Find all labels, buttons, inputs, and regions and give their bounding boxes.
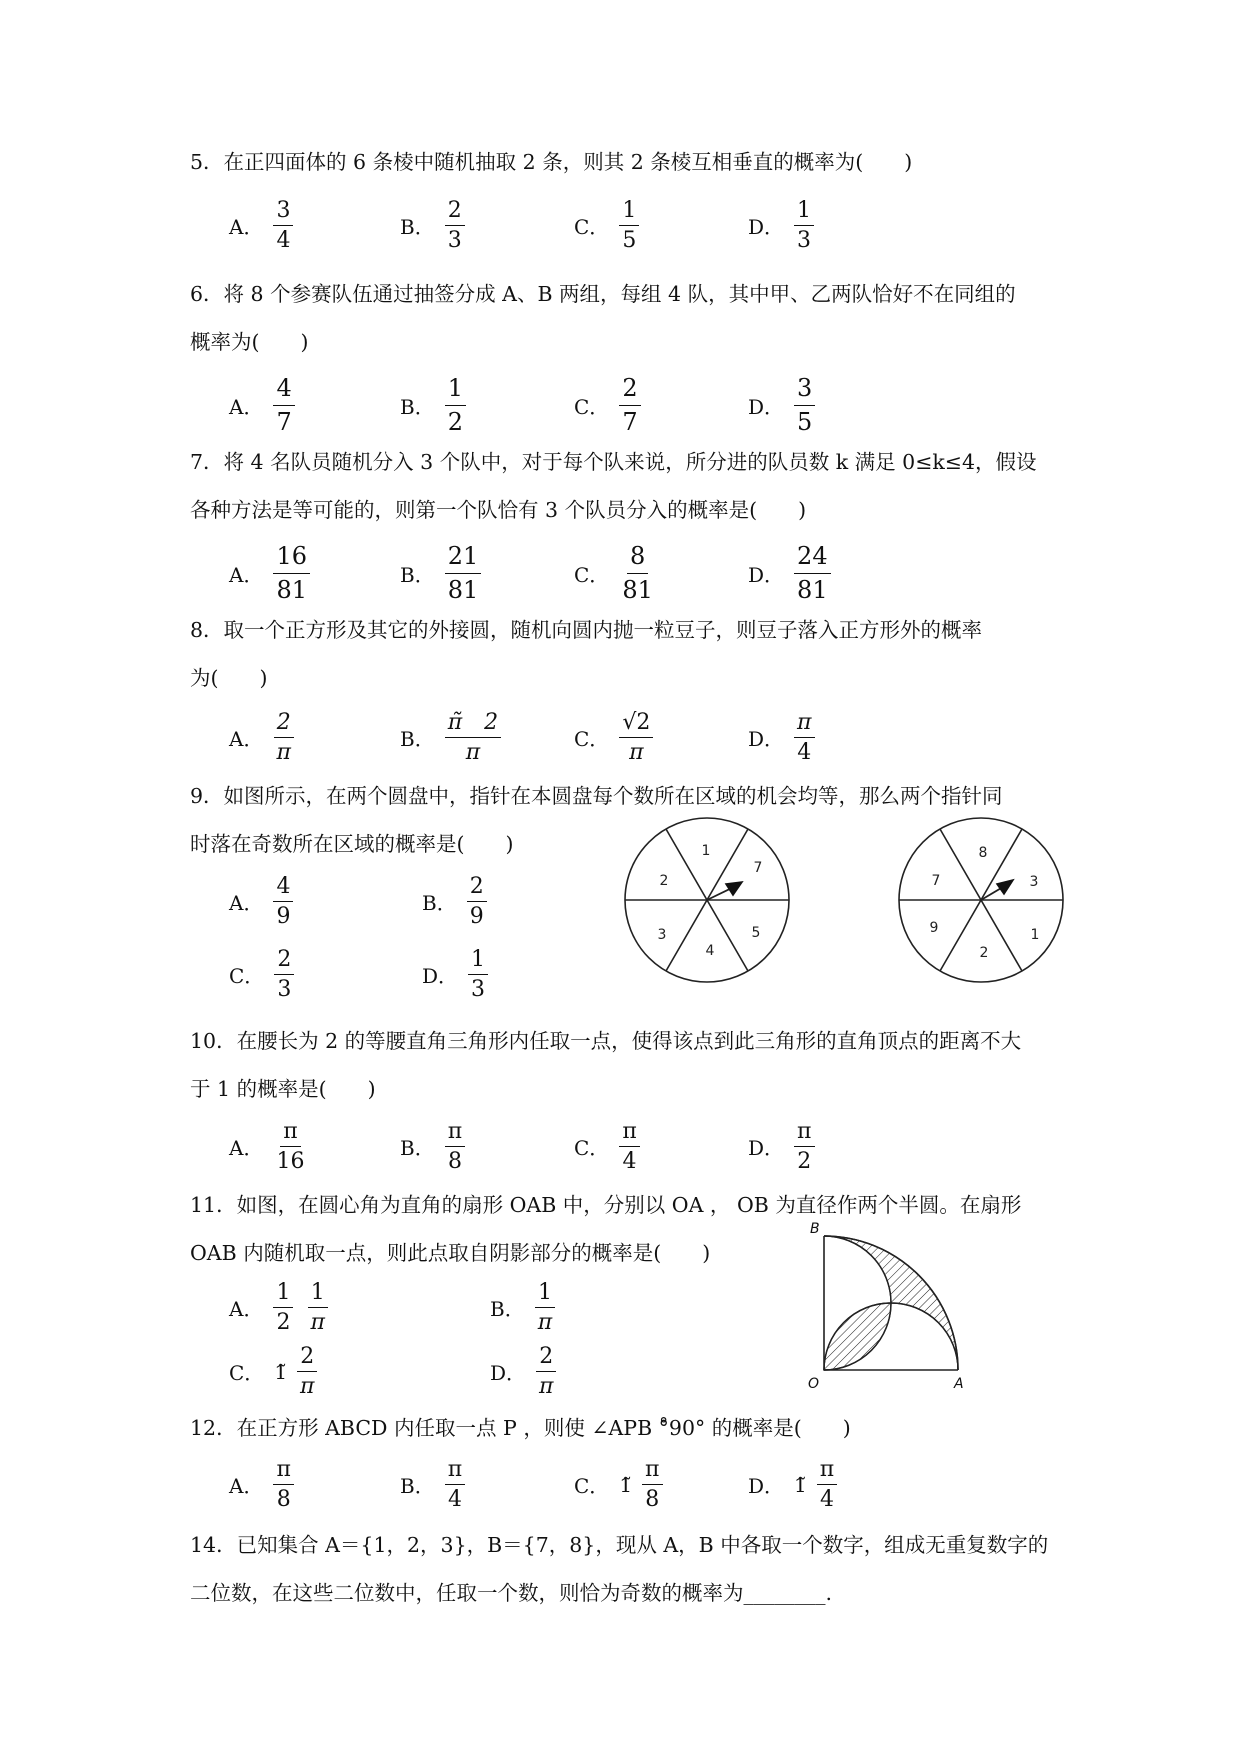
q7-line1: 7．将 4 名队员随机分入 3 个队中，对于每个队来说，所分进的队员数 k 满足 0≤k≤4，假设 <box>190 450 1037 474</box>
disk-1-label: 7 <box>753 860 763 876</box>
numerator: 4 <box>273 372 294 406</box>
q11-option-a <box>229 1278 328 1337</box>
numerator: π <box>619 1117 639 1147</box>
q10-option-c <box>574 1117 640 1176</box>
denominator: 4 <box>797 740 812 765</box>
q8-line2: 为( ) <box>190 666 268 690</box>
q11-option-c <box>229 1342 318 1401</box>
option-prefix: 1̃ <box>619 1472 633 1497</box>
option-label: D． <box>748 1474 785 1498</box>
denominator: 16 <box>276 1149 305 1174</box>
numerator: 2 <box>297 1342 317 1372</box>
option-label: D． <box>748 215 785 239</box>
denominator: 9 <box>276 904 291 929</box>
option-label: B． <box>400 395 435 419</box>
option-label: A． <box>229 215 264 239</box>
option-label: D． <box>748 395 785 419</box>
denominator: 8 <box>276 1487 291 1512</box>
numerator: 2 <box>274 708 294 738</box>
option-label: C． <box>229 964 265 988</box>
option-label: A． <box>229 1297 264 1321</box>
denominator: 2 <box>797 1149 812 1174</box>
denominator: π <box>629 740 644 765</box>
numerator: 2 <box>619 372 640 406</box>
denominator: π <box>539 1374 554 1399</box>
option-prefix: 1̃ <box>274 1359 288 1384</box>
disk-2-label: 9 <box>929 920 939 936</box>
option-label: D． <box>748 1136 785 1160</box>
disk-1-label: 5 <box>751 925 761 941</box>
disk-1-label: 1 <box>701 843 711 859</box>
numerator: π <box>794 1117 814 1147</box>
option-label: D． <box>422 964 459 988</box>
disk-2-label: 1 <box>1030 927 1040 943</box>
q6-line1: 6．将 8 个参赛队伍通过抽签分成 A、B 两组，每组 4 队，其中甲、乙两队恰好不在同组的 <box>190 282 1016 306</box>
q14-line2: 二位数，在这些二位数中，任取一个数，则恰为奇数的概率为________. <box>190 1581 833 1605</box>
denominator: π <box>537 1310 553 1335</box>
pointer-arrowhead-icon <box>726 882 742 895</box>
numerator: 1 <box>468 945 488 975</box>
q10-line1: 10．在腰长为 2 的等腰直角三角形内任取一点，使得该点到此三角形的直角顶点的距离不大 <box>190 1029 1022 1053</box>
disk-1-label: 3 <box>657 927 667 943</box>
disk-2-label: 2 <box>979 945 989 961</box>
option-label: C． <box>229 1361 265 1385</box>
q14-line1: 14．已知集合 A＝{1，2，3}，B＝{7，8}，现从 A，B 中各取一个数字，组成无重复数字的 <box>190 1533 1049 1557</box>
disk-2-label: 7 <box>931 873 941 889</box>
q9-line2: 时落在奇数所在区域的概率是( ) <box>190 832 514 856</box>
numerator: 1 <box>308 1278 328 1308</box>
numerator: 2 <box>445 196 465 226</box>
numerator: 3 <box>273 196 293 226</box>
option-prefix: 1̃ <box>794 1472 807 1497</box>
denominator: 81 <box>622 576 653 604</box>
q11-line2: OAB 内随机取一点，则此点取自阴影部分的概率是( ) <box>190 1241 711 1265</box>
point-label-a: A <box>954 1376 964 1392</box>
option-label: B． <box>490 1297 525 1321</box>
numerator: π <box>273 1455 293 1485</box>
option-label: A． <box>229 563 264 587</box>
option-label: C． <box>574 1136 610 1160</box>
denominator: 3 <box>797 228 812 253</box>
numerator: π <box>445 1117 465 1147</box>
option-label: B． <box>400 1474 435 1498</box>
option-label: A． <box>229 891 264 915</box>
numerator: 1 <box>445 372 466 406</box>
point-label-b: B <box>810 1221 820 1237</box>
disk-1-label: 4 <box>705 943 715 959</box>
q12-option-c <box>574 1455 663 1514</box>
q10-option-a <box>229 1117 307 1176</box>
option-label: B． <box>422 891 457 915</box>
numerator: 16 <box>273 540 310 574</box>
q12-option-d <box>748 1455 837 1514</box>
shaded-region-inner <box>824 1303 891 1370</box>
q5-text: 5．在正四面体的 6 条棱中随机抽取 2 条，则其 2 条棱互相垂直的概率为( ) <box>190 150 913 174</box>
denominator: π <box>310 1310 325 1335</box>
numerator: 1 <box>619 196 639 226</box>
option-label: C． <box>574 215 610 239</box>
numerator: 1 <box>273 1278 293 1308</box>
denominator: 4 <box>622 1149 637 1174</box>
denominator: 2 <box>276 1310 291 1335</box>
disk-1-label: 2 <box>659 873 669 889</box>
denominator: π <box>276 740 291 765</box>
q8-line1: 8．取一个正方形及其它的外接圆，随机向圆内抛一粒豆子，则豆子落入正方形外的概率 <box>190 618 983 642</box>
q12-option-b <box>400 1455 465 1514</box>
option-label: B． <box>400 727 435 751</box>
option-label: B． <box>400 215 435 239</box>
numerator: 3 <box>794 372 815 406</box>
q11-option-b <box>490 1278 555 1337</box>
numerator: 2 <box>536 1342 556 1372</box>
numerator: 8 <box>627 540 648 574</box>
denominator: 4 <box>820 1487 835 1512</box>
option-label: C． <box>574 1474 610 1498</box>
denominator: 4 <box>447 1487 462 1512</box>
denominator: 7 <box>276 408 292 436</box>
numerator: 21 <box>445 540 482 574</box>
denominator: 2 <box>447 408 463 436</box>
numerator: π <box>794 708 814 738</box>
denominator: 3 <box>277 977 292 1002</box>
option-label: A． <box>229 395 264 419</box>
numerator: 1 <box>794 196 814 226</box>
denominator: 3 <box>471 977 486 1002</box>
q11-line1: 11．如图，在圆心角为直角的扇形 OAB 中，分别以 OA ， OB 为直径作两个半圆。在扇形 <box>190 1193 1022 1217</box>
denominator: π <box>300 1374 315 1399</box>
q12-option-a <box>229 1455 294 1514</box>
numerator: π <box>642 1455 662 1485</box>
q6-line2: 概率为( ) <box>190 330 309 354</box>
pointer-arrowhead-icon <box>997 880 1013 894</box>
option-label: C． <box>574 563 610 587</box>
denominator: 9 <box>469 904 484 929</box>
point-label-o: O <box>808 1376 820 1392</box>
denominator: 3 <box>447 228 462 253</box>
disk-2-label: 3 <box>1029 874 1039 890</box>
denominator: 8 <box>645 1487 660 1512</box>
numerator: 2 <box>274 945 294 975</box>
option-label: B． <box>400 1136 435 1160</box>
numerator: π <box>817 1455 837 1485</box>
denominator: 8 <box>447 1149 462 1174</box>
numerator: 2 <box>467 872 487 902</box>
option-label: D． <box>490 1361 527 1385</box>
disk-2-label: 8 <box>978 845 988 861</box>
denominator: 81 <box>276 576 307 604</box>
denominator: 81 <box>797 576 828 604</box>
sector-figure <box>800 1215 990 1405</box>
denominator: 5 <box>797 408 813 436</box>
option-label: D． <box>748 563 785 587</box>
numerator: √2 <box>619 708 653 738</box>
option-label: A． <box>229 727 264 751</box>
numerator: 4 <box>273 872 293 902</box>
numerator: 24 <box>794 540 831 574</box>
q9-line1: 9．如图所示，在两个圆盘中，指针在本圆盘每个数所在区域的机会均等，那么两个指针同 <box>190 784 1003 808</box>
numerator: π̃ 2 <box>445 708 501 738</box>
denominator: 5 <box>622 228 637 253</box>
q10-option-d <box>748 1117 815 1176</box>
denominator: π <box>465 740 481 765</box>
q7-line2: 各种方法是等可能的，则第一个队恰有 3 个队员分入的概率是( ) <box>190 498 807 522</box>
q12-line1: 12．在正方形 ABCD 内任取一点 P ，则使 ∠APB °̊90° 的概率是( ) <box>190 1416 851 1440</box>
denominator: 4 <box>276 228 291 253</box>
q11-option-d <box>490 1342 557 1401</box>
q10-line2: 于 1 的概率是( ) <box>190 1077 376 1101</box>
option-label: D． <box>748 727 785 751</box>
option-label: C． <box>574 395 610 419</box>
numerator: π <box>445 1455 465 1485</box>
denominator: 81 <box>447 576 479 604</box>
option-label: A． <box>229 1474 264 1498</box>
option-label: C． <box>574 727 610 751</box>
q10-option-b <box>400 1117 465 1176</box>
numerator: π <box>280 1117 300 1147</box>
option-label: B． <box>400 563 435 587</box>
option-label: A． <box>229 1136 264 1160</box>
numerator: 1 <box>535 1278 555 1308</box>
denominator: 7 <box>622 408 638 436</box>
